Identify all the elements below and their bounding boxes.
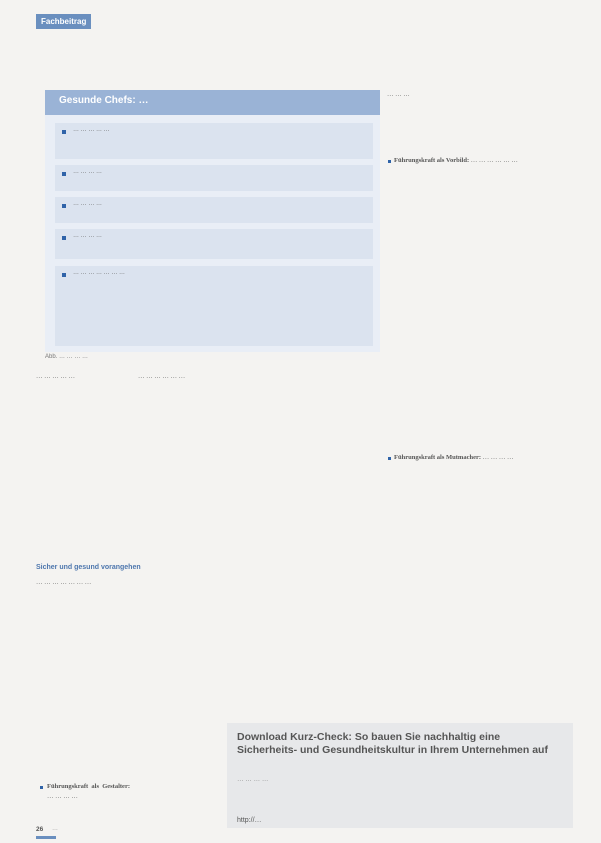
paragraph: … … … — [387, 91, 410, 98]
bullet-text: … … … … — [482, 454, 514, 461]
paragraph: … … … … … — [36, 373, 75, 380]
bullet-paragraph — [394, 156, 573, 166]
bullet-text: … … … … — [47, 792, 78, 800]
infobox-item-text: … … … … — [73, 201, 103, 207]
magazine-name: … — [52, 826, 58, 832]
square-bullet-icon — [62, 204, 66, 208]
column-left-continued — [36, 578, 130, 592]
column-right-top — [387, 90, 573, 104]
figure-caption: Abb. … … … … — [45, 354, 89, 360]
bullet-text: … … … … … … — [470, 157, 518, 164]
infobox-item — [55, 165, 373, 191]
download-box — [227, 723, 573, 828]
infobox — [45, 90, 380, 352]
infobox-item-text: … … … … … — [73, 127, 110, 133]
bullet-paragraph — [394, 453, 573, 463]
infobox-item — [55, 229, 373, 259]
download-link[interactable]: http://… — [237, 817, 262, 824]
bullet-label: Führungskraft als Vorbild: — [394, 157, 470, 164]
bullet-label: Führungskraft als Gestalter: — [47, 783, 130, 790]
download-description: … … … … — [237, 776, 269, 783]
infobox-title: Gesunde Chefs: … — [59, 95, 149, 106]
infobox-item — [55, 197, 373, 223]
infobox-item — [55, 123, 373, 159]
bullet-label: Führungskraft als Mutmacher: — [394, 454, 482, 461]
infobox-item-text: … … … … — [73, 169, 103, 175]
subheading: Sicher und gesund vorangehen — [36, 564, 141, 571]
download-title: Download Kurz-Check: So bauen Sie nachhaltig eine Sicherheits- und Gesundheitskultur in Ihrem Unternehmen auf — [237, 731, 548, 756]
bullet-paragraph — [47, 782, 130, 801]
bullet-icon — [388, 160, 391, 163]
bullet-icon — [40, 786, 43, 789]
column-middle — [138, 372, 224, 386]
infobox-item — [55, 266, 373, 346]
column-left — [36, 372, 130, 386]
square-bullet-icon — [62, 172, 66, 176]
square-bullet-icon — [62, 236, 66, 240]
infobox-item-text: … … … … — [73, 233, 103, 239]
paragraph: … … … … … … … — [36, 579, 92, 586]
bullet-icon — [388, 457, 391, 460]
section-tag: Fachbeitrag — [36, 14, 91, 29]
square-bullet-icon — [62, 130, 66, 134]
footer-accent-bar — [36, 836, 56, 839]
paragraph: … … … … … … — [138, 373, 186, 380]
infobox-item-text: … … … … … … … — [73, 270, 126, 276]
square-bullet-icon — [62, 273, 66, 277]
page-number: 26 — [36, 826, 44, 833]
infobox-header — [45, 90, 380, 115]
